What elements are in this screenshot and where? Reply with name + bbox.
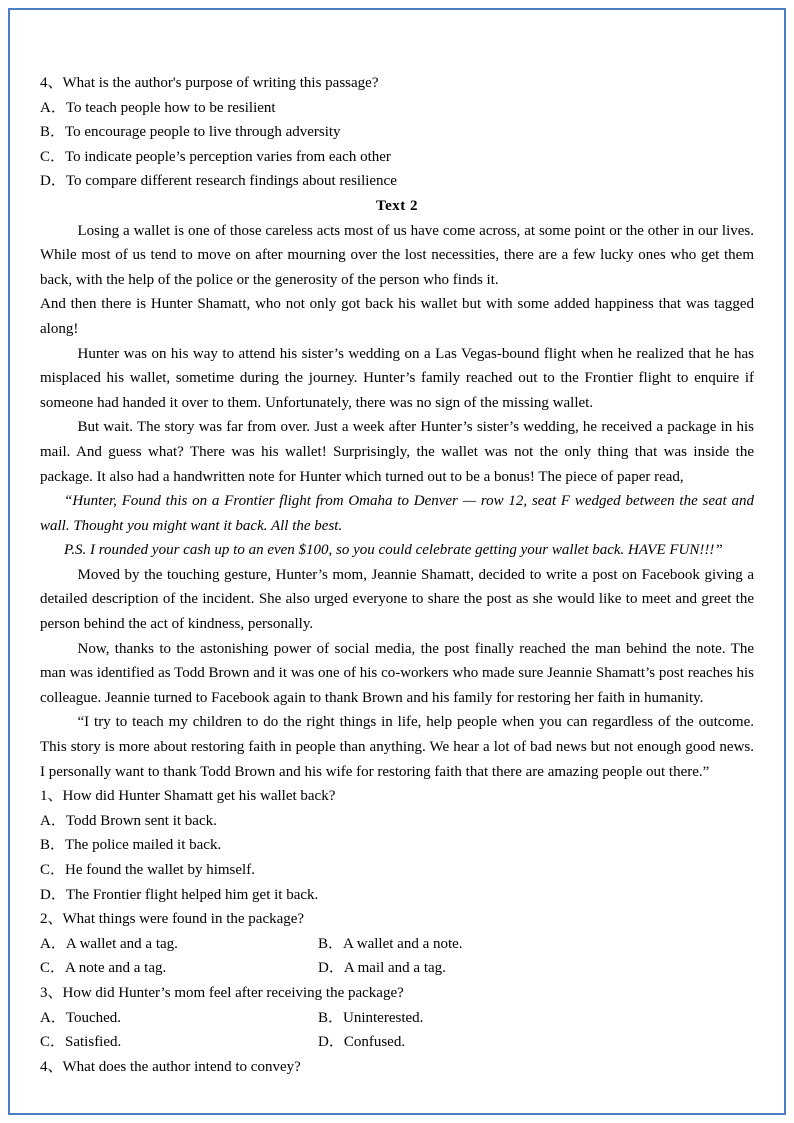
option-text: Uninterested. [343,1009,424,1026]
option [40,169,754,194]
option [40,883,754,908]
option [40,932,318,957]
option-text: Confused. [343,1034,406,1051]
question-text: How did Hunter Shamatt get his wallet back? [62,788,336,805]
passage-note-paragraph: “Hunter, Found this on a Frontier flight from Omaha to Denver — row 12, seat F wedged between the seat and wall. Thought you might want it back. All the best. [40,493,754,534]
question-number: 3、 [40,984,63,1001]
option-row [40,1006,754,1031]
option [318,956,754,981]
passage-paragraph: “I try to teach my children to do the right things in life, help people when you can regardless of the outcome. This story is more about restoring faith in people than anything. We hear a lot of bad news but not enough good news. I personally want to thank Todd Brown and his wife for restoring faith that there are amazing people out there.” [40,714,754,780]
option [40,809,754,834]
question-text: What is the author's purpose of writing this passage? [62,75,379,91]
option [40,96,754,121]
option [40,858,754,883]
question-stem [40,1055,754,1080]
option [40,1030,318,1055]
passage-paragraph: Now, thanks to the astonishing power of social media, the post finally reached the man behind the note. The man was identified as Todd Brown and it was one of his co-workers who made sure Jeannie Shamatt’s post reaches his colleague. Jeannie turned to Facebook again to thank Brown and his family for restoring her faith in humanity. [40,640,754,706]
option-label: B． [40,837,66,854]
passage-paragraph: And then there is Hunter Shamatt, who not only got back his wallet but with some added happiness that was tagged along! [40,296,754,337]
option-label: B． [318,935,344,952]
option [318,932,754,957]
question-number: 4、 [40,75,63,91]
passage-paragraph: But wait. The story was far from over. Just a week after Hunter’s sister’s wedding, he received a package in his mail. And guess what? There was his wallet! Surprisingly, the wallet was not the only thing that was inside the package. It also had a handwritten note for Hunter which turned out to be a bonus! The piece of paper read, [40,419,754,485]
option-text: A note and a tag. [65,960,167,977]
question-text: How did Hunter’s mom feel after receiving the package? [62,984,404,1001]
option-label: A． [40,812,66,829]
option-text: He found the wallet by himself. [65,862,255,878]
option [40,145,754,170]
passage-note-paragraph: P.S. I rounded your cash up to an even $100, so you could celebrate getting your wallet back. HAVE FUN!!!” [64,542,723,559]
option [318,1006,754,1031]
page-content [40,71,754,1079]
option-label: B． [318,1009,344,1026]
option-label: A． [40,1009,66,1026]
question-stem [40,71,754,96]
option-text: The Frontier flight helped him get it back. [65,886,319,903]
option-label: C． [40,862,66,878]
passage-paragraph: Hunter was on his way to attend his sister’s wedding on a Las Vegas-bound flight when he realized that he has misplaced his wallet, sometime during the journey. Hunter’s family reached out to the Frontier flight to enquire if someone had handed it over to them. Unfortunately, there was no sign of the missing wallet. [40,345,754,411]
passage-paragraph: Losing a wallet is one of those careless acts most of us have come across, at some point or the other in our lives. While most of us tend to move on after mourning over the lost necessities, there are a few lucky ones who get them back, with the help of the police or the generosity of the person who finds it. [40,222,754,288]
option-label: C． [40,960,66,977]
question-stem [40,981,754,1006]
option-label: D． [40,173,66,190]
option [40,1006,318,1031]
question-stem [40,784,754,809]
passage-paragraph: Moved by the touching gesture, Hunter’s mom, Jeannie Shamatt, decided to write a post on Facebook giving a detailed description of the incident. She also urged everyone to share the post as she would like to meet and greet the person behind the act of kindness, personally. [40,566,754,633]
option-label: D． [318,960,344,977]
option-row [40,1030,754,1055]
question-number: 4、 [40,1058,63,1075]
option-label: A． [40,935,66,952]
option-row [40,932,754,957]
option [40,956,318,981]
option-text: Satisfied. [65,1034,122,1051]
option-label: D． [318,1034,344,1051]
option-text: Todd Brown sent it back. [65,812,217,829]
option-text: Touched. [65,1009,122,1026]
option-label: C． [40,148,66,165]
option-text: To compare different research findings about resilience [65,173,397,190]
option [40,833,754,858]
option-label: C． [40,1034,66,1051]
question-stem [40,907,754,932]
option-row [40,956,754,981]
option-text: A wallet and a tag. [65,935,178,952]
option-label: D． [40,886,66,903]
question-text: What does the author intend to convey? [62,1058,301,1075]
option-text: To encourage people to live through adversity [65,124,341,141]
option-text: To teach people how to be resilient [65,99,276,116]
option-text: To indicate people’s perception varies from each other [65,148,391,165]
option-label: A． [40,99,66,116]
option [40,120,754,145]
option-text: A mail and a tag. [343,960,446,977]
question-text: What things were found in the package? [62,911,305,928]
option-text: The police mailed it back. [65,837,222,854]
question-number: 1、 [40,788,63,805]
question-number: 2、 [40,911,63,928]
option [318,1030,754,1055]
option-text: A wallet and a note. [343,935,463,952]
option-label: B． [40,124,66,141]
text2-heading: Text 2 [375,197,419,214]
